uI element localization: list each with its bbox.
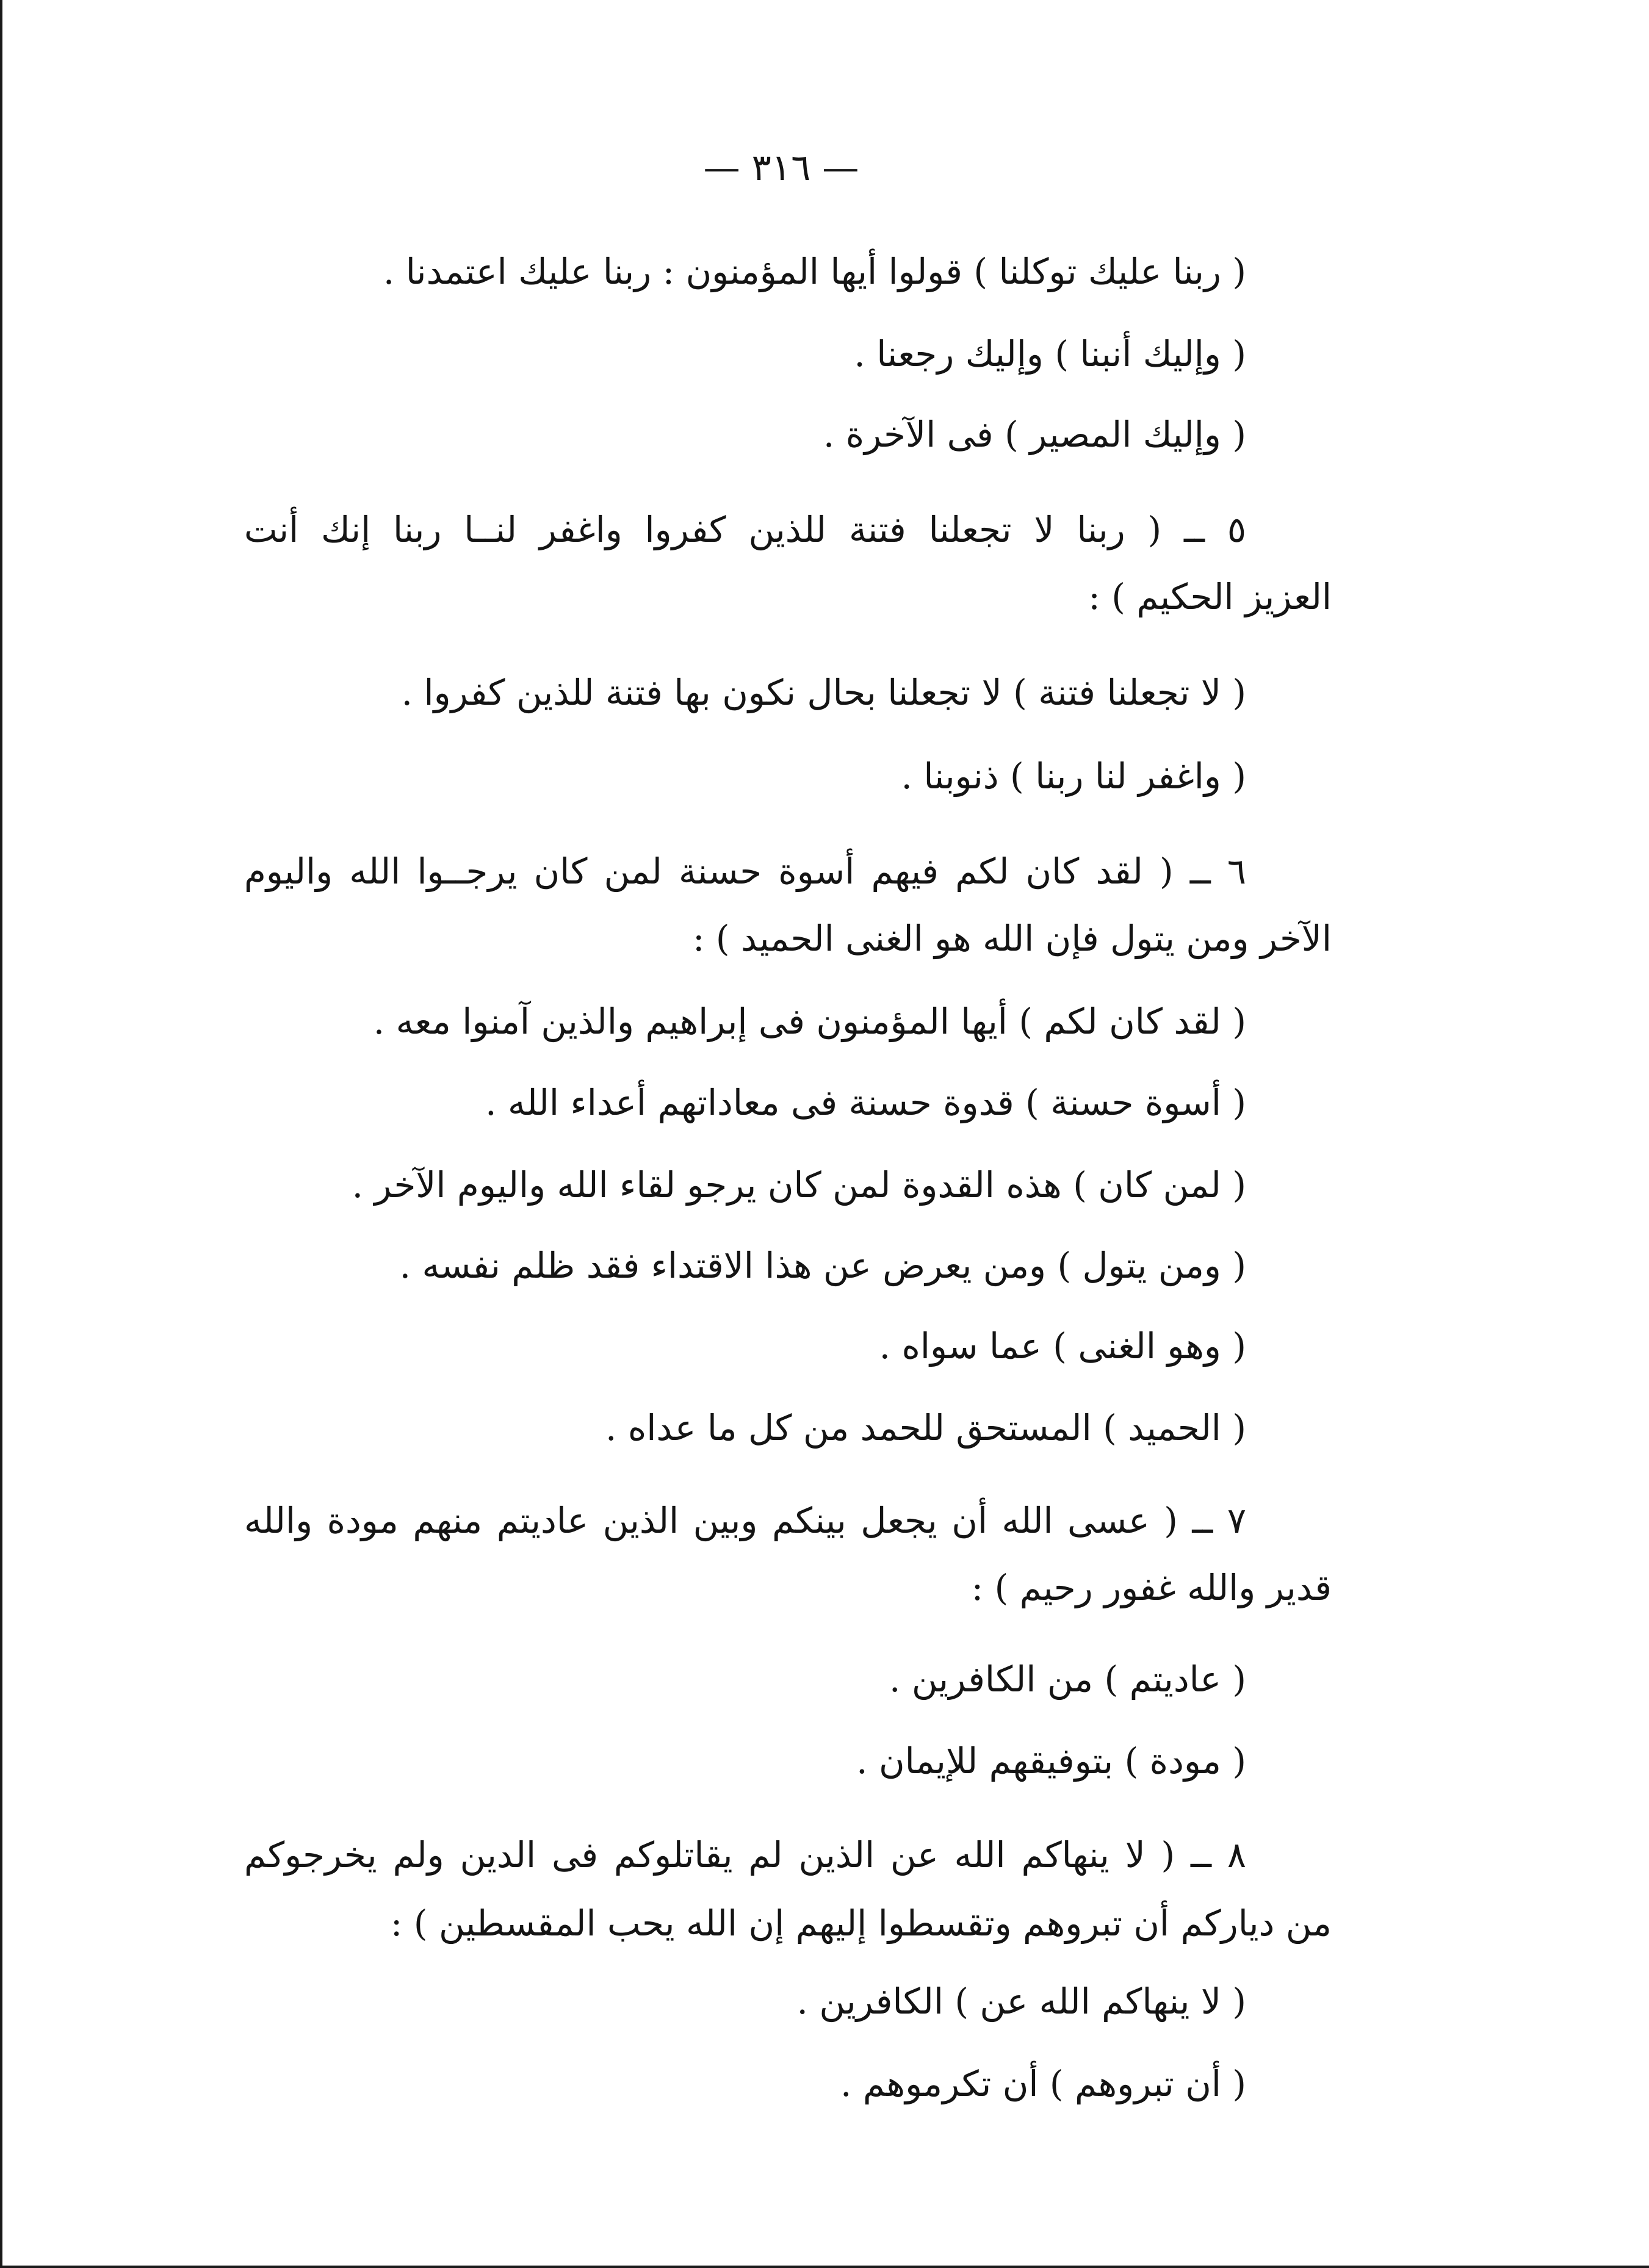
verse-line-start: ٧ ــ ( عسى الله أن يجعل بينكم وبين الذين عاديتم منهم مودة والله — [244, 1500, 1246, 1541]
gloss-line: ( لمن كان ) هذه القدوة لمن كان يرجو لقاء الله واليوم الآخر . — [352, 1164, 1246, 1206]
gloss-line: ( مودة ) بتوفيقهم للإيمان . — [856, 1740, 1246, 1782]
gloss-line: ( وهو الغنى ) عما سواه . — [879, 1325, 1246, 1367]
gloss-line: ( واغفر لنا ربنا ) ذنوبنا . — [901, 755, 1246, 797]
gloss-line: ( لقد كان لكم ) أيها المؤمنون فى إبراهيم والذين آمنوا معه . — [373, 1001, 1246, 1042]
verse-line-start: ٦ ــ ( لقد كان لكم فيهم أسوة حسنة لمن كان يرجــوا الله واليوم — [244, 851, 1246, 892]
gloss-line: ( أن تبروهم ) أن تكرموهم . — [840, 2063, 1246, 2104]
verse-line-cont: قدير والله غفور رحيم ) : — [971, 1567, 1332, 1608]
verse-line-start: ٥ ــ ( ربنا لا تجعلنا فتنة للذين كفروا واغفر لنــا ربنا إنك أنت — [244, 509, 1246, 550]
gloss-line: ( وإليك أنبنا ) وإليك رجعنا . — [854, 333, 1246, 375]
verse-line-cont: الآخر ومن يتول فإن الله هو الغنى الحميد ) : — [692, 918, 1332, 959]
gloss-line: ( أسوة حسنة ) قدوة حسنة فى معاداتهم أعداء الله . — [485, 1082, 1246, 1123]
page-number: — ٣١٦ — — [703, 146, 859, 189]
verse-line-cont: العزيز الحكيم ) : — [1088, 576, 1332, 617]
gloss-line: ( عاديتم ) من الكافرين . — [889, 1658, 1246, 1700]
gloss-line: ( ربنا عليك توكلنا ) قولوا أيها المؤمنون : ربنا عليك اعتمدنا . — [383, 251, 1246, 292]
verse-line-start: ٨ ــ ( لا ينهاكم الله عن الذين لم يقاتلوكم فى الدين ولم يخرجوكم — [244, 1834, 1246, 1876]
page-edge-left — [0, 0, 2, 2268]
gloss-line: ( وإليك المصير ) فى الآخرة . — [823, 414, 1246, 455]
gloss-line: ( ومن يتول ) ومن يعرض عن هذا الاقتداء فقد ظلم نفسه . — [399, 1245, 1246, 1286]
gloss-line: ( الحميد ) المستحق للحمد من كل ما عداه . — [605, 1407, 1246, 1449]
page-edge-bottom — [0, 2266, 1649, 2268]
gloss-line: ( لا تجعلنا فتنة ) لا تجعلنا بحال نكون بها فتنة للذين كفروا . — [401, 672, 1246, 713]
verse-line-cont: من دياركم أن تبروهم وتقسطوا إليهم إن الله يحب المقسطين ) : — [390, 1903, 1332, 1944]
gloss-line: ( لا ينهاكم الله عن ) الكافرين . — [796, 1981, 1246, 2022]
